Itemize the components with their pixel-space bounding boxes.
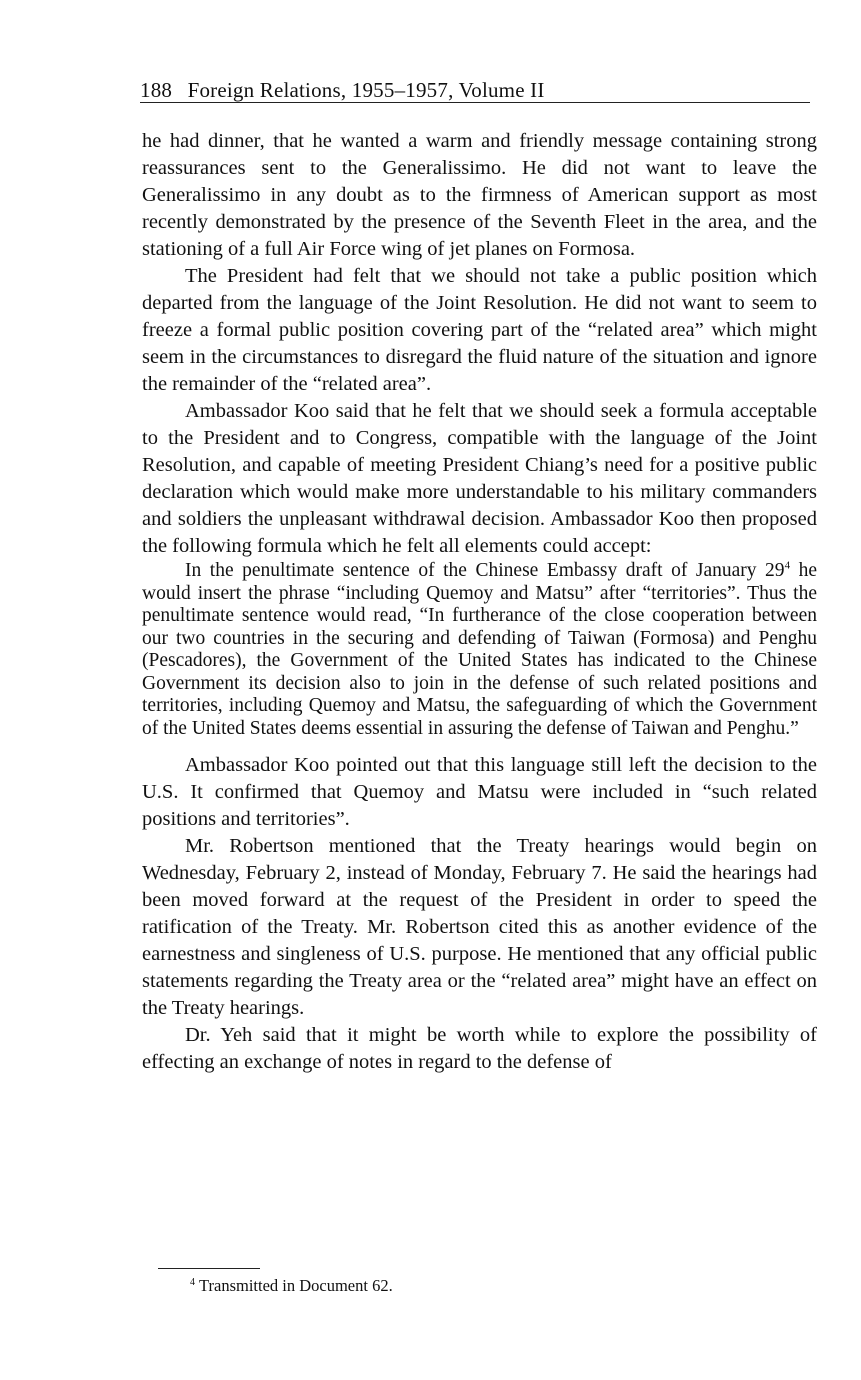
quote-text-end: he would insert the phrase “including Quemoy and Matsu” after “territories”. Thus the penultimate sentence would read, “In furtherance of the close cooperation between our two countries in the securing and defending of Taiwan (Formosa) and Penghu (Pescadores), the Government of the United States has indicated to the Chinese Government its decision also to join in the defense of such related positions and territories, including Quemoy and Matsu, the safeguarding of which the Government of the United States deems essential in assuring the defense of Taiwan and Penghu.” [142, 560, 817, 739]
paragraph-1: he had dinner, that he wanted a warm and friendly message containing strong reassurances sent to the Generalissimo. He did not want to leave the Generalissimo in any doubt as to the firmness of American support as most recently demonstrated by the presence of the Seventh Fleet in the area, and the stationing of a full Air Force wing of jet planes on Formosa. [142, 130, 817, 260]
paragraph-3: Ambassador Koo said that he felt that we should seek a formula acceptable to the President and to Congress, compatible with the language of the Joint Resolution, and capable of meeting President Chiang’s need for a positive public declaration which would make more understandable to his military commanders and soldiers the unpleasant withdrawal decision. Ambassador Koo then proposed the following formula which he felt all elements could accept: [142, 400, 817, 557]
footnote-divider [158, 1268, 260, 1269]
publication-title: Foreign Relations, 1955–1957, Volume II [187, 78, 545, 102]
paragraph-4: Ambassador Koo pointed out that this language still left the decision to the U.S. It confirmed that Quemoy and Matsu were included in “such related positions and territories”. [142, 754, 817, 830]
footnote-reference: 4 [784, 559, 791, 572]
quote-text-start: In the penultimate sentence of the Chinese Embassy draft of January 29 [185, 560, 785, 581]
running-head [140, 78, 810, 103]
footnote-marker: 4 [190, 1276, 195, 1288]
footnote [190, 1275, 393, 1297]
block-quote [142, 560, 817, 740]
footnote-text: Transmitted in Document 62. [199, 1276, 393, 1295]
paragraph-5: Mr. Robertson mentioned that the Treaty hearings would begin on Wednesday, February 2, instead of Monday, February 7. He said the hearings had been moved forward at the request of the President in order to speed the ratification of the Treaty. Mr. Robertson cited this as another evidence of the earnestness and singleness of U.S. purpose. He mentioned that any official public statements regarding the Treaty area or the “related area” might have an effect on the Treaty hearings. [142, 835, 817, 1019]
body-text [142, 128, 817, 1076]
paragraph-6: Dr. Yeh said that it might be worth while to explore the possibility of effecting an exchange of notes in regard to the defense of [142, 1024, 817, 1073]
paragraph-2: The President had felt that we should not take a public position which departed from the language of the Joint Resolution. He did not want to seem to freeze a formal public position covering part of the “related area” which might seem in the circumstances to disregard the fluid nature of the situation and ignore the remainder of the “related area”. [142, 265, 817, 395]
page-number: 188 [140, 78, 173, 102]
